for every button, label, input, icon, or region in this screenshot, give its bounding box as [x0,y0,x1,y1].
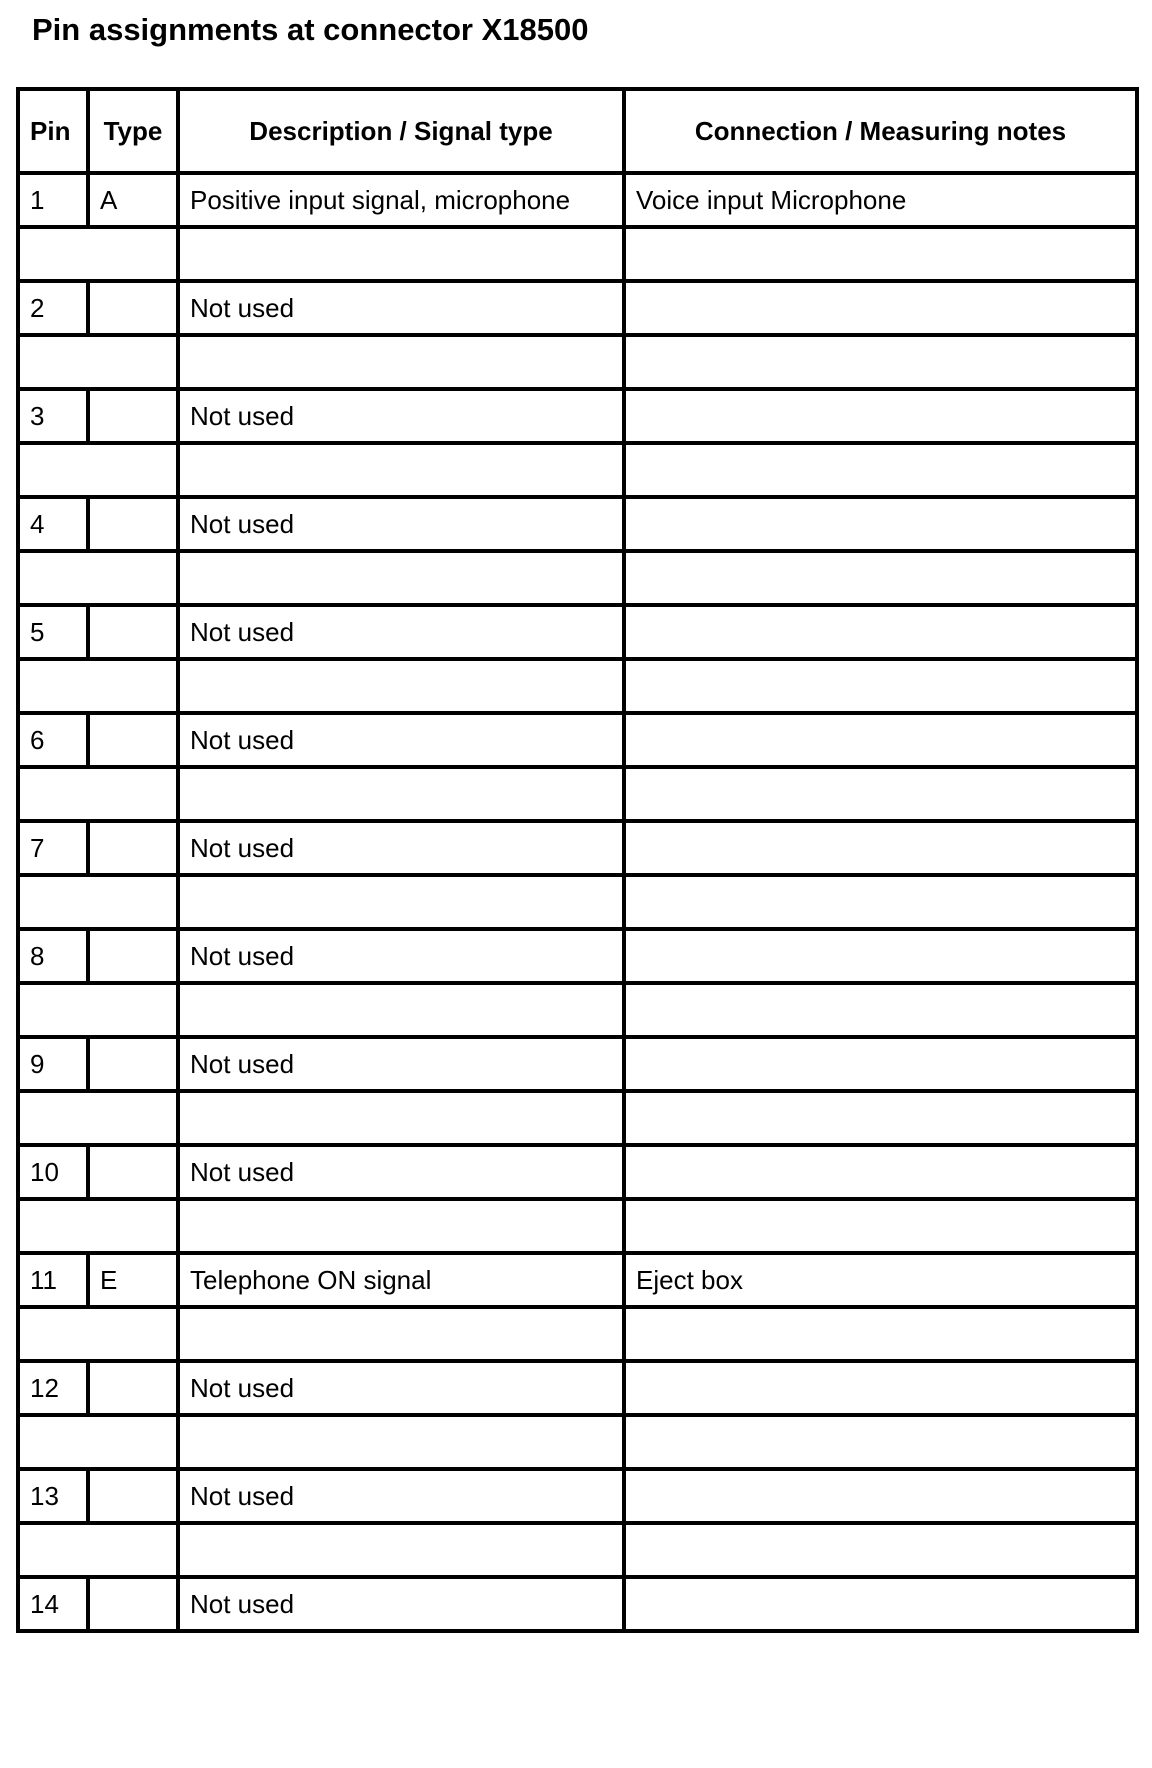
table-row [18,1037,1137,1091]
cell-type [88,821,178,875]
cell-pin: 13 [18,1469,88,1523]
cell-type [88,281,178,335]
cell-pin: 5 [18,605,88,659]
cell-connection [624,713,1137,767]
cell-type [88,605,178,659]
cell-description: Not used [178,1145,624,1199]
spacer-cell-connection [624,1199,1137,1253]
spacer-cell-description [178,1415,624,1469]
cell-description: Not used [178,389,624,443]
cell-connection [624,929,1137,983]
spacer-cell-connection [624,875,1137,929]
spacer-cell-description [178,551,624,605]
table-body [18,173,1137,1631]
spacer-row [18,551,1137,605]
cell-description: Not used [178,929,624,983]
spacer-cell-description [178,875,624,929]
spacer-row [18,983,1137,1037]
cell-pin: 1 [18,173,88,227]
cell-description: Not used [178,281,624,335]
cell-connection: Eject box [624,1253,1137,1307]
cell-type: E [88,1253,178,1307]
table-row [18,1145,1137,1199]
spacer-cell-left [18,227,178,281]
spacer-cell-description [178,659,624,713]
table-row [18,281,1137,335]
pin-assignment-table [16,87,1139,1633]
header-description: Description / Signal type [178,89,624,173]
cell-description: Telephone ON signal [178,1253,624,1307]
spacer-cell-description [178,1523,624,1577]
cell-pin: 8 [18,929,88,983]
spacer-cell-description [178,983,624,1037]
spacer-cell-connection [624,227,1137,281]
spacer-cell-left [18,335,178,389]
spacer-row [18,1199,1137,1253]
cell-type [88,389,178,443]
spacer-cell-connection [624,335,1137,389]
cell-pin: 6 [18,713,88,767]
spacer-row [18,767,1137,821]
spacer-row [18,875,1137,929]
spacer-cell-description [178,227,624,281]
spacer-cell-left [18,443,178,497]
spacer-row [18,1523,1137,1577]
table-row [18,929,1137,983]
cell-connection [624,605,1137,659]
cell-description: Not used [178,605,624,659]
table-row [18,1361,1137,1415]
cell-connection [624,389,1137,443]
cell-pin: 9 [18,1037,88,1091]
cell-connection [624,1361,1137,1415]
header-pin: Pin [18,89,88,173]
cell-type [88,1469,178,1523]
cell-connection [624,281,1137,335]
spacer-cell-left [18,983,178,1037]
cell-type: A [88,173,178,227]
spacer-row [18,1307,1137,1361]
spacer-cell-left [18,1199,178,1253]
spacer-cell-description [178,1307,624,1361]
cell-type [88,1037,178,1091]
spacer-row [18,335,1137,389]
spacer-cell-left [18,1307,178,1361]
spacer-cell-connection [624,1523,1137,1577]
cell-pin: 11 [18,1253,88,1307]
spacer-cell-connection [624,659,1137,713]
cell-description: Not used [178,1361,624,1415]
cell-pin: 3 [18,389,88,443]
cell-description: Not used [178,821,624,875]
cell-pin: 7 [18,821,88,875]
cell-type [88,1361,178,1415]
table-row [18,1253,1137,1307]
table-row [18,713,1137,767]
spacer-cell-left [18,551,178,605]
spacer-cell-connection [624,983,1137,1037]
table-row [18,821,1137,875]
spacer-cell-connection [624,443,1137,497]
cell-pin: 14 [18,1577,88,1631]
cell-connection [624,1469,1137,1523]
spacer-cell-description [178,1091,624,1145]
spacer-row [18,1415,1137,1469]
table-row [18,497,1137,551]
table-row [18,605,1137,659]
table-row [18,389,1137,443]
cell-type [88,1145,178,1199]
spacer-cell-connection [624,767,1137,821]
cell-connection [624,821,1137,875]
cell-connection [624,1577,1137,1631]
cell-pin: 4 [18,497,88,551]
spacer-cell-left [18,1415,178,1469]
spacer-cell-description [178,767,624,821]
cell-pin: 10 [18,1145,88,1199]
spacer-row [18,1091,1137,1145]
spacer-cell-left [18,767,178,821]
spacer-cell-connection [624,1415,1137,1469]
spacer-cell-left [18,1523,178,1577]
table-row [18,173,1137,227]
cell-type [88,713,178,767]
cell-type [88,929,178,983]
spacer-row [18,227,1137,281]
cell-connection [624,497,1137,551]
cell-type [88,1577,178,1631]
spacer-cell-description [178,443,624,497]
cell-connection [624,1145,1137,1199]
cell-description: Positive input signal, microphone [178,173,624,227]
cell-type [88,497,178,551]
spacer-cell-left [18,659,178,713]
spacer-cell-description [178,335,624,389]
cell-pin: 12 [18,1361,88,1415]
spacer-cell-left [18,1091,178,1145]
table-row [18,1577,1137,1631]
header-connection: Connection / Measuring notes [624,89,1137,173]
spacer-cell-connection [624,1307,1137,1361]
cell-description: Not used [178,497,624,551]
spacer-cell-connection [624,551,1137,605]
cell-description: Not used [178,1037,624,1091]
table-header-row [18,89,1137,173]
header-type: Type [88,89,178,173]
spacer-cell-left [18,875,178,929]
spacer-row [18,443,1137,497]
cell-description: Not used [178,713,624,767]
cell-connection [624,1037,1137,1091]
cell-pin: 2 [18,281,88,335]
table-row [18,1469,1137,1523]
spacer-cell-description [178,1199,624,1253]
spacer-cell-connection [624,1091,1137,1145]
cell-description: Not used [178,1577,624,1631]
cell-description: Not used [178,1469,624,1523]
spacer-row [18,659,1137,713]
cell-connection: Voice input Microphone [624,173,1137,227]
page-title: Pin assignments at connector X18500 [32,12,589,47]
